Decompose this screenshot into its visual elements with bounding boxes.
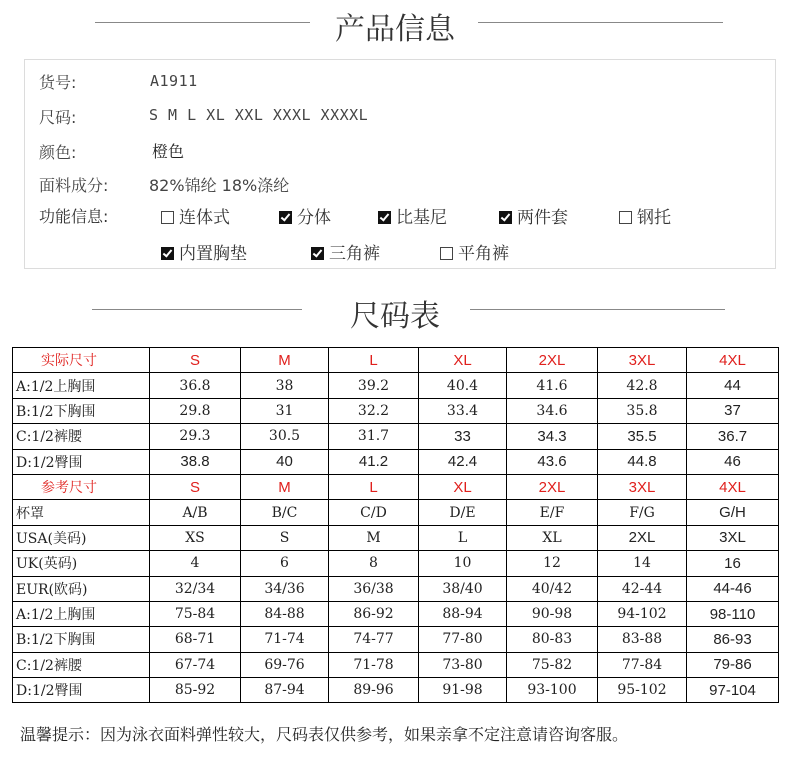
feature-two-piece-set: 两件套 (499, 203, 568, 228)
table-cell: 44.8 (598, 449, 687, 474)
table-cell: 42.4 (419, 449, 507, 474)
table-cell: 33 (419, 424, 507, 449)
checkbox-unchecked-icon (440, 247, 453, 260)
table-cell: 38 (241, 373, 329, 398)
table-cell: 29.3 (150, 424, 241, 449)
table-cell: 44-46 (687, 576, 779, 601)
table-cell: 32.2 (329, 398, 419, 423)
table-cell: 31.7 (329, 424, 419, 449)
table-cell: 10 (419, 551, 507, 576)
table-cell: XL (419, 348, 507, 373)
table-cell: 98-110 (687, 601, 779, 626)
checkbox-checked-icon (499, 211, 512, 224)
footer-note: 温馨提示：因为泳衣面料弹性较大，尺码表仅供参考，如果亲拿不定注意请咨询客服。 (20, 725, 629, 744)
table-cell: 75-82 (507, 652, 598, 677)
table-cell: 88-94 (419, 601, 507, 626)
product-info-title: 产品信息 (335, 12, 455, 47)
table-cell: 77-84 (598, 652, 687, 677)
table-cell: 33.4 (419, 398, 507, 423)
fabric-label: 面料成分: (39, 176, 109, 195)
table-cell: 73-80 (419, 652, 507, 677)
table-cell: 91-98 (419, 678, 507, 703)
table-cell: 3XL (598, 474, 687, 499)
checkbox-unchecked-icon (619, 211, 632, 224)
table-cell: L (329, 348, 419, 373)
item-number-label: 货号: (39, 73, 77, 92)
table-cell: M (241, 348, 329, 373)
table-row (13, 551, 779, 576)
table-cell: 4XL (687, 474, 779, 499)
table-cell: 3XL (598, 348, 687, 373)
table-cell: 36.8 (150, 373, 241, 398)
table-cell: L (419, 525, 507, 550)
table-row (13, 652, 779, 677)
table-cell: S (150, 348, 241, 373)
table-cell: 69-76 (241, 652, 329, 677)
table-cell: 95-102 (598, 678, 687, 703)
table-cell: 36.7 (687, 424, 779, 449)
table-cell: 84-88 (241, 601, 329, 626)
feature-boyshorts: 平角裤 (440, 239, 509, 264)
feature-two-piece-split: 分体 (279, 203, 331, 228)
table-cell: S (241, 525, 329, 550)
table-cell: E/F (507, 500, 598, 525)
size-chart-table (12, 347, 779, 703)
table-cell: G/H (687, 500, 779, 525)
table-cell: 29.8 (150, 398, 241, 423)
table-cell: 31 (241, 398, 329, 423)
table-cell: 37 (687, 398, 779, 423)
table-cell: 85-92 (150, 678, 241, 703)
table-cell: 42.8 (598, 373, 687, 398)
feature-one-piece: 连体式 (161, 203, 230, 228)
color-value: 橙色 (152, 142, 185, 161)
row-label-cell: EUR(欧码) (13, 576, 150, 601)
row-label-cell: C:1/2裤腰 (13, 424, 150, 449)
table-cell: 32/34 (150, 576, 241, 601)
table-cell: 4 (150, 551, 241, 576)
row-label-cell: 杯罩 (13, 500, 150, 525)
item-number-value: A1911 (150, 72, 198, 90)
checkbox-checked-icon (161, 247, 174, 260)
table-row (13, 424, 779, 449)
table-cell: L (329, 474, 419, 499)
table-row (13, 627, 779, 652)
table-cell: A/B (150, 500, 241, 525)
table-header-row (13, 474, 779, 499)
table-cell: 2XL (507, 348, 598, 373)
table-cell: 30.5 (241, 424, 329, 449)
row-label-cell: D:1/2臀围 (13, 678, 150, 703)
table-cell: 87-94 (241, 678, 329, 703)
table-cell: 35.5 (598, 424, 687, 449)
table-row (13, 525, 779, 550)
table-cell: 41.2 (329, 449, 419, 474)
row-label-cell: B:1/2下胸围 (13, 398, 150, 423)
feature-briefs: 三角裤 (311, 239, 380, 264)
table-cell: F/G (598, 500, 687, 525)
color-label: 颜色: (39, 143, 77, 162)
table-cell: 34/36 (241, 576, 329, 601)
checkbox-checked-icon (311, 247, 324, 260)
table-row (13, 373, 779, 398)
table-cell: 16 (687, 551, 779, 576)
table-header-row (13, 348, 779, 373)
table-cell: 34.3 (507, 424, 598, 449)
size-chart-title: 尺码表 (350, 299, 440, 334)
table-cell: 6 (241, 551, 329, 576)
table-row (13, 449, 779, 474)
table-cell: 94-102 (598, 601, 687, 626)
table-cell: 44 (687, 373, 779, 398)
row-label-cell: 参考尺寸 (13, 474, 150, 499)
table-cell: 35.8 (598, 398, 687, 423)
table-cell: 79-86 (687, 652, 779, 677)
table-cell: 42-44 (598, 576, 687, 601)
table-cell: 3XL (687, 525, 779, 550)
table-cell: XL (419, 474, 507, 499)
table-cell: 38/40 (419, 576, 507, 601)
table-cell: 12 (507, 551, 598, 576)
table-cell: 4XL (687, 348, 779, 373)
table-cell: 90-98 (507, 601, 598, 626)
table-cell: D/E (419, 500, 507, 525)
table-cell: 8 (329, 551, 419, 576)
table-cell: 38.8 (150, 449, 241, 474)
table-cell: 40 (241, 449, 329, 474)
table-cell: B/C (241, 500, 329, 525)
table-cell: 71-78 (329, 652, 419, 677)
table-cell: 2XL (598, 525, 687, 550)
table-cell: XL (507, 525, 598, 550)
table-cell: 46 (687, 449, 779, 474)
product-info-panel (24, 59, 776, 269)
table-cell: 71-74 (241, 627, 329, 652)
title-rule-right (478, 22, 723, 23)
checkbox-checked-icon (378, 211, 391, 224)
table-cell: 86-93 (687, 627, 779, 652)
table-cell: 89-96 (329, 678, 419, 703)
row-label-cell: 实际尺寸 (13, 348, 150, 373)
feature-bikini: 比基尼 (378, 203, 447, 228)
table-cell: 2XL (507, 474, 598, 499)
fabric-value: 82%锦纶 18%涤纶 (149, 176, 290, 195)
table-cell: S (150, 474, 241, 499)
sizes-value: S M L XL XXL XXXL XXXXL (149, 106, 369, 124)
table-cell: 75-84 (150, 601, 241, 626)
table-cell: 34.6 (507, 398, 598, 423)
row-label-cell: UK(英码) (13, 551, 150, 576)
table-cell: C/D (329, 500, 419, 525)
row-label-cell: C:1/2裤腰 (13, 652, 150, 677)
table-cell: M (241, 474, 329, 499)
feature-underwire: 钢托 (619, 203, 671, 228)
table-cell: 40/42 (507, 576, 598, 601)
table-row (13, 601, 779, 626)
table-cell: 86-92 (329, 601, 419, 626)
table-cell: XS (150, 525, 241, 550)
sizes-label: 尺码: (39, 108, 77, 127)
table-cell: 41.6 (507, 373, 598, 398)
row-label-cell: USA(美码) (13, 525, 150, 550)
title-rule-right (470, 309, 725, 310)
table-row (13, 500, 779, 525)
features-label: 功能信息: (39, 207, 109, 226)
row-label-cell: A:1/2上胸围 (13, 601, 150, 626)
table-row (13, 398, 779, 423)
table-cell: 67-74 (150, 652, 241, 677)
table-cell: 93-100 (507, 678, 598, 703)
checkbox-unchecked-icon (161, 211, 174, 224)
table-cell: 14 (598, 551, 687, 576)
table-cell: 80-83 (507, 627, 598, 652)
table-cell: 36/38 (329, 576, 419, 601)
row-label-cell: D:1/2臀围 (13, 449, 150, 474)
table-cell: 77-80 (419, 627, 507, 652)
table-cell: M (329, 525, 419, 550)
table-cell: 97-104 (687, 678, 779, 703)
table-cell: 74-77 (329, 627, 419, 652)
table-cell: 39.2 (329, 373, 419, 398)
row-label-cell: B:1/2下胸围 (13, 627, 150, 652)
table-cell: 83-88 (598, 627, 687, 652)
table-row (13, 576, 779, 601)
table-row (13, 678, 779, 703)
table-cell: 40.4 (419, 373, 507, 398)
checkbox-checked-icon (279, 211, 292, 224)
row-label-cell: A:1/2上胸围 (13, 373, 150, 398)
table-cell: 68-71 (150, 627, 241, 652)
table-cell: 43.6 (507, 449, 598, 474)
feature-built-in-pad: 内置胸垫 (161, 239, 247, 264)
